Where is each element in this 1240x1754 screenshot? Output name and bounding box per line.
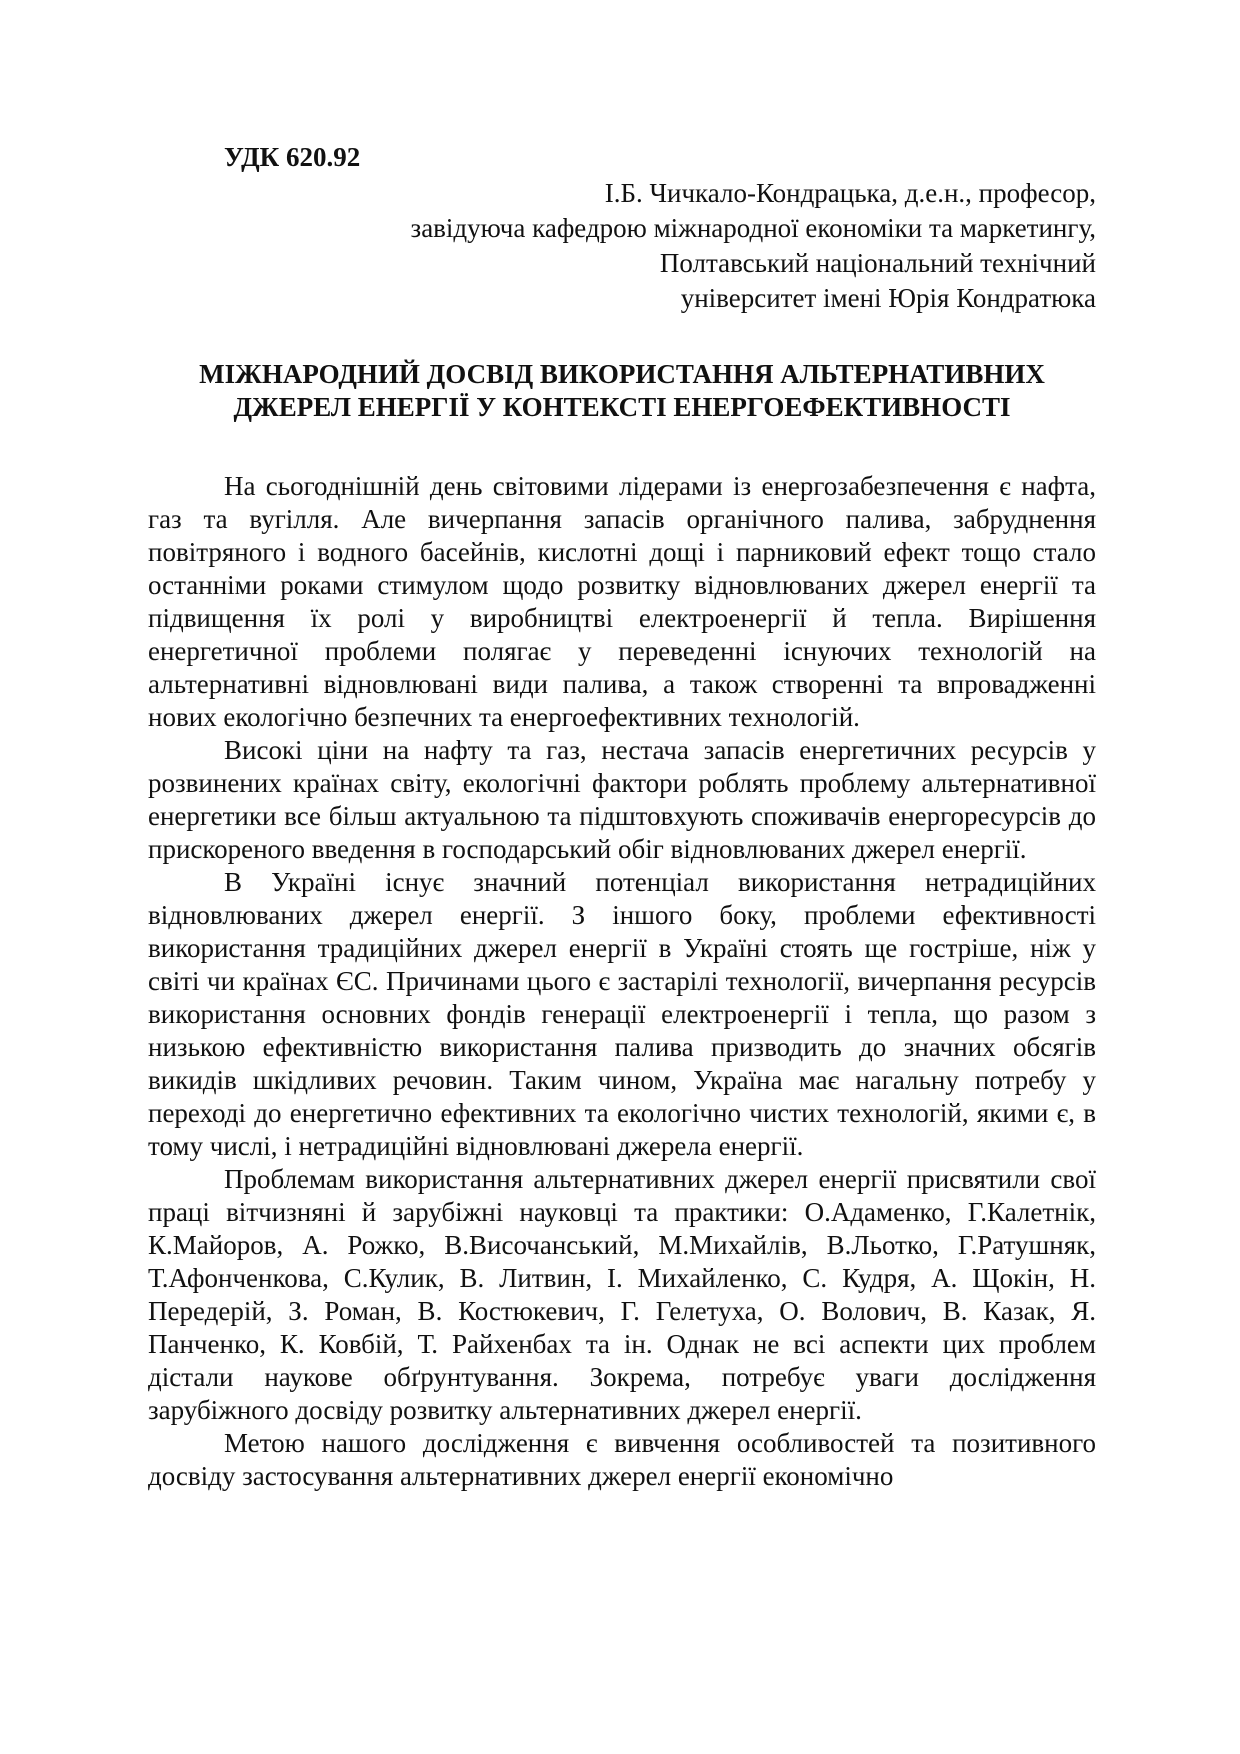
document-page — [148, 140, 1096, 1493]
body-text — [148, 470, 1096, 1493]
paper-title — [148, 358, 1096, 424]
title-line: ДЖЕРЕЛ ЕНЕРГІЇ У КОНТЕКСТІ ЕНЕРГОЕФЕКТИВНОСТІ — [233, 392, 1011, 422]
paragraph: В Україні існує значний потенціал використання нетрадиційних відновлюваних джерел енергії. З іншого боку, проблеми ефективності використання традиційних джерел енергії в Україні стоять ще гостріше, ніж у світі чи країнах ЄС. Причинами цього є застарілі технології, вичерпання ресурсів використання основних фондів генерації електроенергії і тепла, що разом з низькою ефективністю використання палива призводить до значних обсягів викидів шкідливих речовин. Таким чином, Україна має нагальну потребу у переході до енергетично ефективних та екологічно чистих технологій, якими є, в тому числі, і нетрадиційні відновлювані джерела енергії. — [148, 867, 1096, 1161]
author-affiliation-line: Полтавський національний технічний — [659, 248, 1096, 278]
paragraph: Метою нашого дослідження є вивчення особливостей та позитивного досвіду застосування альтернативних джерел енергії економічно — [148, 1428, 1096, 1491]
author-affiliation-line: університет імені Юрія Кондратюка — [680, 283, 1096, 313]
paragraph: Проблемам використання альтернативних джерел енергії присвятили свої праці вітчизняні й зарубіжні науковці та практики: О.Адаменко, Г.Калетнік, К.Майоров, А. Рожко, В.Височанський, М.Михайлів, В.Льотко, Г.Ратушняк, Т.Афонченкова, С.Кулик, В. Литвин, І. Михайленко, С. Кудря, А. Щокін, Н. Передерій, З. Роман, В. Костюкевич, Г. Гелетуха, О. Волович, В. Казак, Я. Панченко, К. Ковбій, Т. Райхенбах та ін. Однак не всі аспекти цих проблем дістали наукове обґрунтування. Зокрема, потребує уваги дослідження зарубіжного досвіду розвитку альтернативних джерел енергії. — [148, 1164, 1096, 1425]
udc-code: УДК 620.92 — [224, 142, 361, 172]
paragraph: На сьогоднішній день світовими лідерами із енергозабезпечення є нафта, газ та вугілля. Але вичерпання запасів органічного палива, забруднення повітряного і водного басейнів, кислотні дощі і парниковий ефект тощо стало останніми роками стимулом щодо розвитку відновлюваних джерел енергії та підвищення їх ролі у виробництві електроенергії й тепла. Вирішення енергетичної проблеми полягає у переведенні існуючих технологій на альтернативні відновлювані види палива, а також створенні та впровадженні нових екологічно безпечних та енергоефективних технологій. — [148, 471, 1096, 732]
author-block — [148, 176, 1096, 316]
paragraph: Високі ціни на нафту та газ, нестача запасів енергетичних ресурсів у розвинених країнах світу, екологічні фактори роблять проблему альтернативної енергетики все більш актуальною та підштовхують споживачів енергоресурсів до прискореного введення в господарський обіг відновлюваних джерел енергії. — [148, 735, 1096, 864]
author-position-line: завідуюча кафедрою міжнародної економіки та маркетингу, — [410, 213, 1096, 243]
author-name-line: І.Б. Чичкало-Кондрацька, д.е.н., професор, — [604, 178, 1096, 208]
title-line: МІЖНАРОДНИЙ ДОСВІД ВИКОРИСТАННЯ АЛЬТЕРНАТИВНИХ — [199, 359, 1045, 389]
